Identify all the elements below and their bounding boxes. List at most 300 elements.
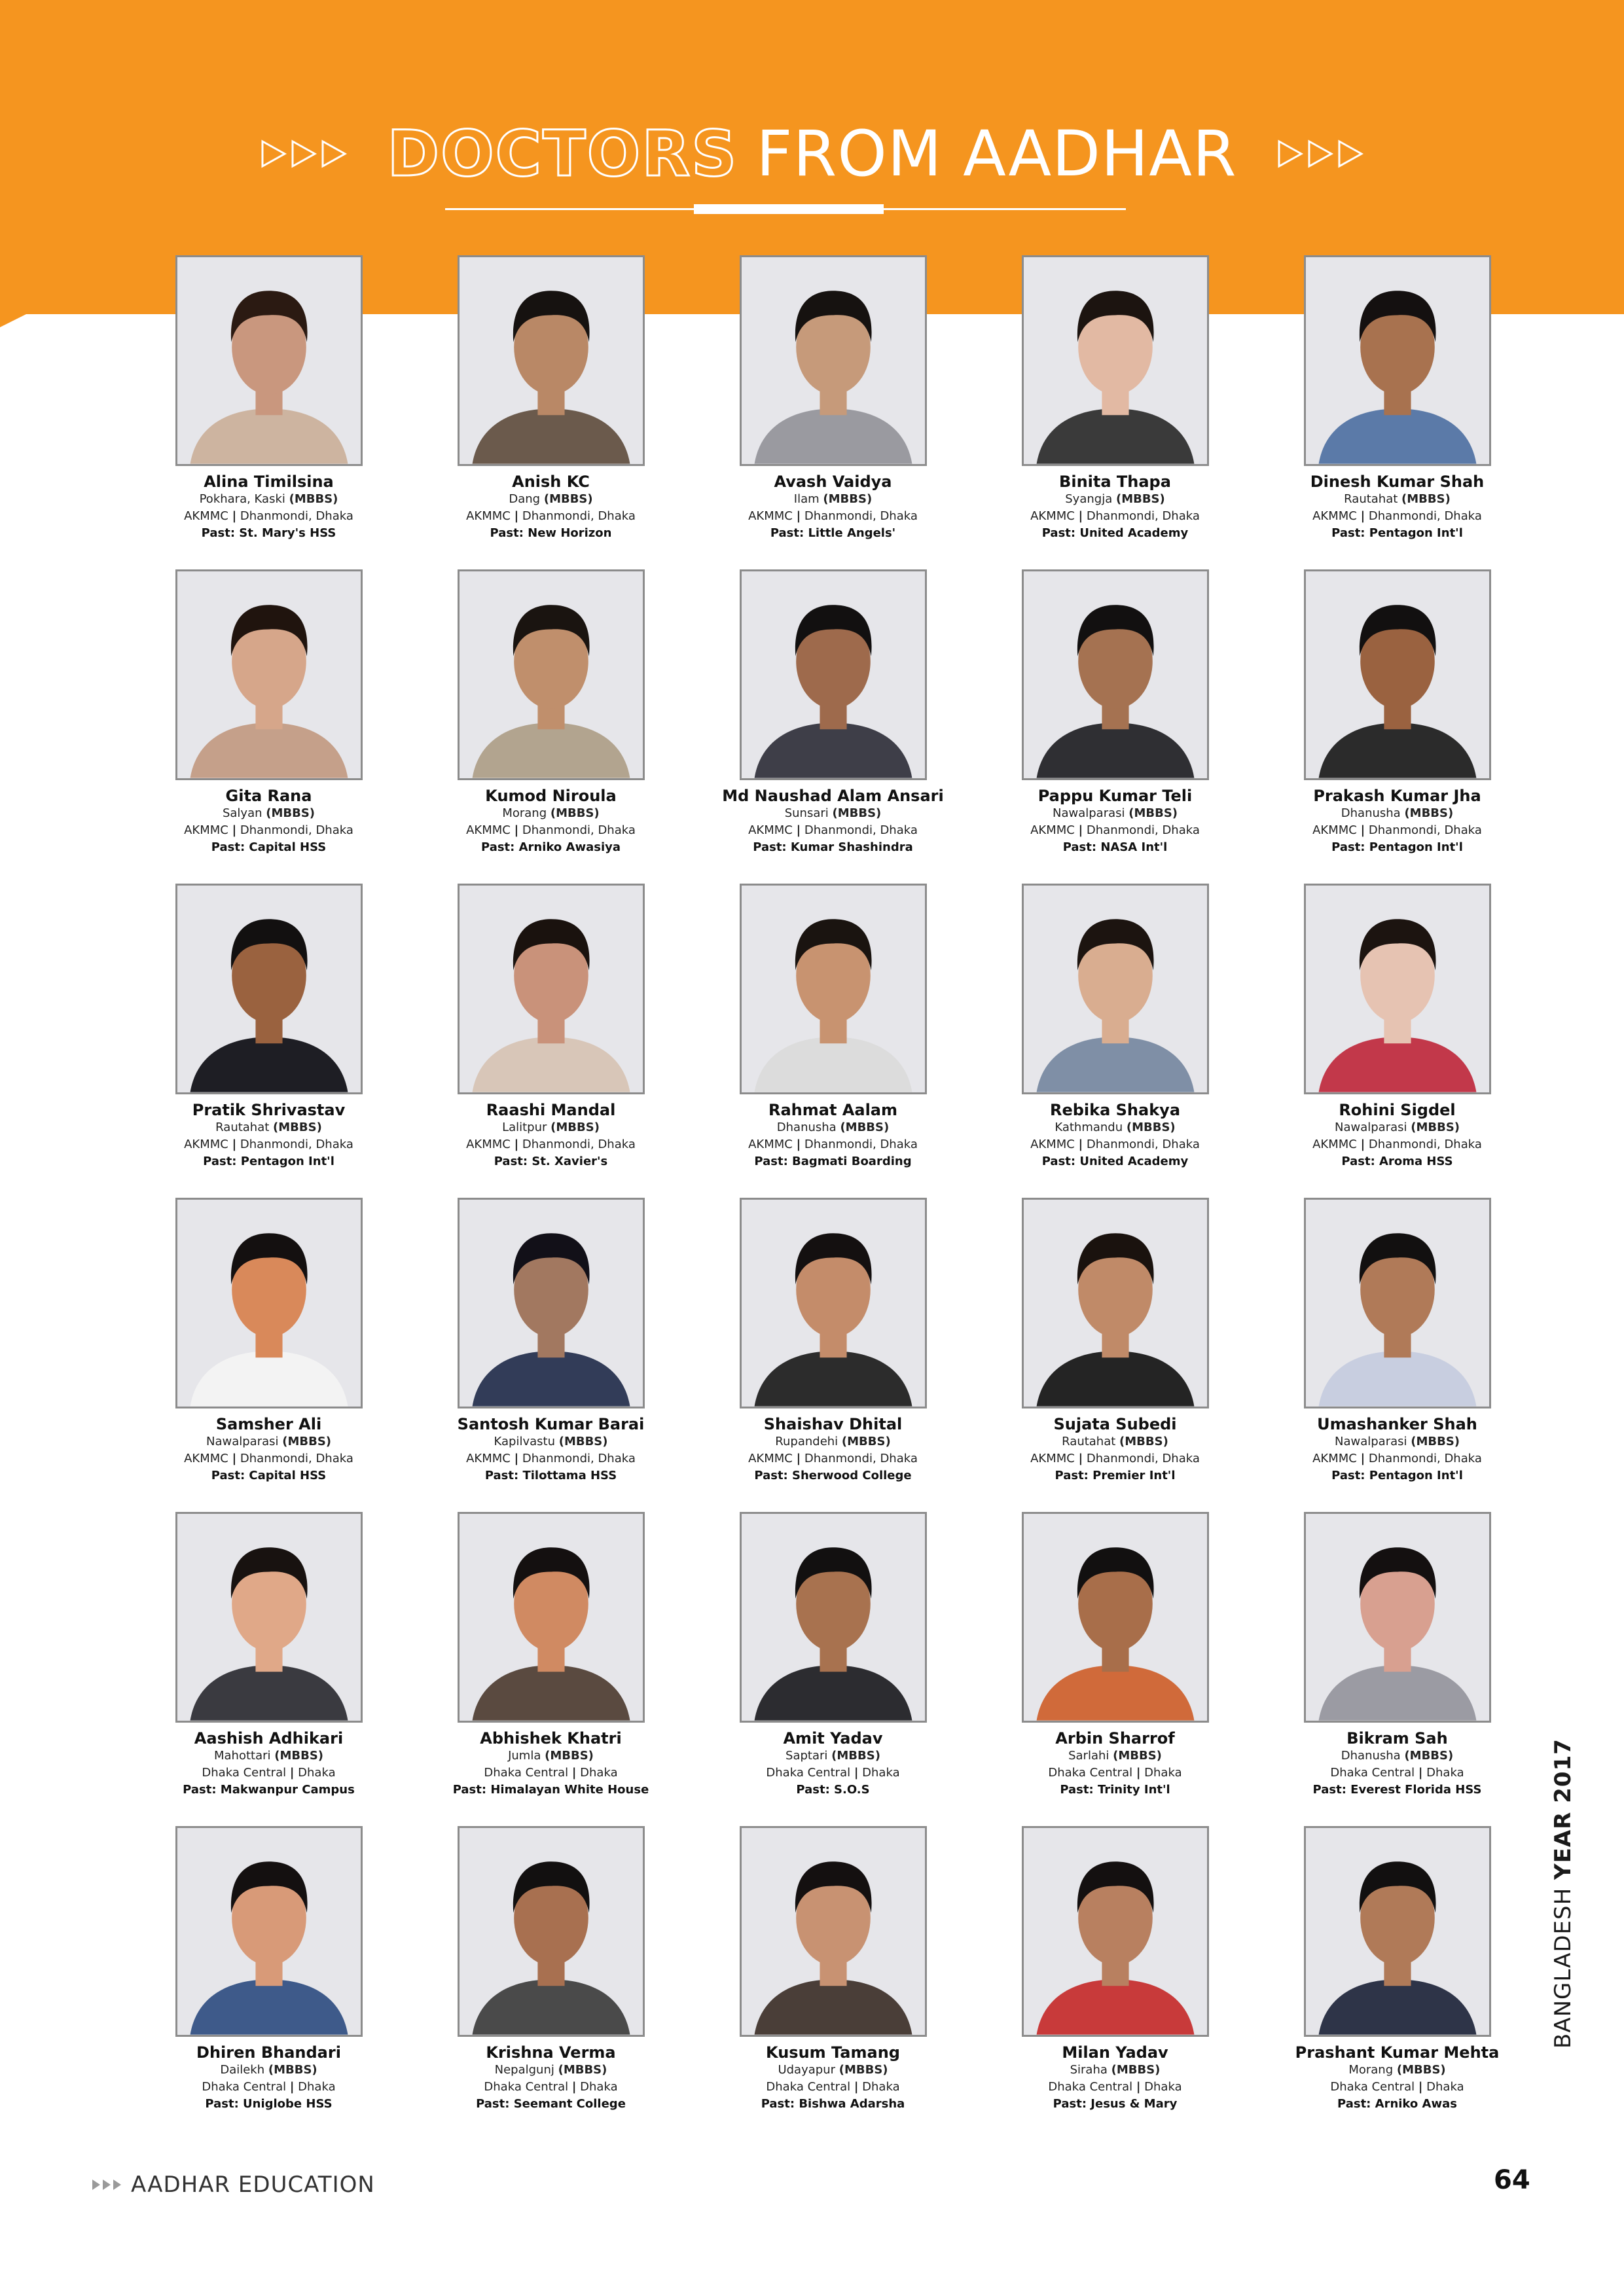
doctor-college-line: AKMMC | Dhanmondi, Dhaka (748, 509, 918, 523)
doctor-origin: Jumla (508, 1749, 541, 1763)
portrait-icon (742, 1514, 925, 1721)
doctor-college: AKMMC (1312, 1452, 1357, 1465)
doctor-college-line: AKMMC | Dhanmondi, Dhaka (1312, 1138, 1482, 1151)
page-title (0, 111, 1624, 196)
doctor-college-line: AKMMC | Dhanmondi, Dhaka (1312, 1452, 1482, 1465)
doctor-photo (1022, 569, 1209, 780)
portrait-icon (742, 1828, 925, 2035)
doctor-location: Dhaka (1426, 2080, 1464, 2094)
doctor-location: Dhanmondi, Dhaka (522, 1138, 636, 1151)
doctor-college-line: Dhaka Central | Dhaka (202, 1766, 336, 1780)
doctor-name: Abhishek Khatri (480, 1729, 622, 1748)
doctor-photo (1304, 1826, 1491, 2037)
doctor-card (1256, 1198, 1538, 1512)
doctor-college: AKMMC (1312, 823, 1357, 837)
doctor-college: AKMMC (748, 1138, 793, 1151)
doctor-degree: (MBBS) (1401, 492, 1451, 506)
arrow-icon (92, 2179, 101, 2191)
doctor-college: AKMMC (1030, 1138, 1075, 1151)
doctor-college-line: AKMMC | Dhanmondi, Dhaka (748, 1138, 918, 1151)
doctor-photo (1022, 1198, 1209, 1408)
doctor-college: AKMMC (1030, 509, 1075, 523)
portrait-icon (1306, 257, 1489, 464)
doctor-name: Sujata Subedi (1053, 1415, 1177, 1433)
title-underline-accent (694, 204, 884, 214)
portrait-icon (1024, 257, 1207, 464)
doctor-photo (175, 1826, 363, 2037)
doctor-location: Dhaka (1426, 1766, 1464, 1780)
portrait-icon (1306, 571, 1489, 778)
doctor-origin: Rautahat (215, 1121, 270, 1134)
doctor-name: Bikram Sah (1346, 1729, 1448, 1748)
doctor-card (128, 1198, 410, 1512)
doctor-name: Santosh Kumar Barai (457, 1415, 645, 1433)
doctor-college: AKMMC (1030, 1452, 1075, 1465)
doctor-card (128, 569, 410, 884)
doctor-degree: (MBBS) (289, 492, 338, 506)
doctor-card (692, 1826, 974, 2140)
doctor-college: Dhaka Central (1048, 2080, 1133, 2094)
doctor-location: Dhanmondi, Dhaka (804, 1452, 918, 1465)
doctor-past-school: Past: Pentagon Int'l (1331, 1469, 1463, 1482)
doctor-photo (740, 884, 927, 1094)
doctor-past-school: Past: St. Xavier's (494, 1155, 608, 1168)
doctor-origin: Dang (509, 492, 541, 506)
doctor-origin-line (220, 2062, 317, 2079)
doctor-past-school: Past: Uniglobe HSS (205, 2097, 333, 2111)
doctor-college: AKMMC (748, 1452, 793, 1465)
doctor-college-line: Dhaka Central | Dhaka (1330, 2080, 1464, 2094)
doctor-college-line: AKMMC | Dhanmondi, Dhaka (1030, 1138, 1200, 1151)
doctor-past-school: Past: Pentagon Int'l (1331, 526, 1463, 540)
doctor-photo (1022, 255, 1209, 466)
doctor-photo (1022, 1826, 1209, 2037)
doctor-past-school: Past: Arniko Awas (1337, 2097, 1457, 2111)
doctor-college-line: AKMMC | Dhanmondi, Dhaka (466, 1452, 636, 1465)
doctor-college-line: Dhaka Central | Dhaka (484, 1766, 618, 1780)
doctor-college: AKMMC (466, 1452, 511, 1465)
doctor-degree: (MBBS) (1126, 1121, 1176, 1134)
doctor-origin-line (1065, 491, 1165, 508)
portrait-icon (177, 571, 361, 778)
doctor-college: AKMMC (1030, 823, 1075, 837)
doctor-photo (175, 255, 363, 466)
doctor-past-school: Past: Aroma HSS (1341, 1155, 1453, 1168)
doctor-origin-line (223, 805, 315, 822)
doctor-photo (1304, 569, 1491, 780)
doctor-origin-line (785, 805, 882, 822)
portrait-icon (460, 571, 643, 778)
doctor-photo (740, 255, 927, 466)
doctor-origin: Dailekh (220, 2063, 265, 2077)
doctor-origin-line (200, 491, 338, 508)
doctor-location: Dhanmondi, Dhaka (240, 1138, 353, 1151)
doctor-origin: Lalitpur (502, 1121, 547, 1134)
doctor-college-line: AKMMC | Dhanmondi, Dhaka (1030, 823, 1200, 837)
doctor-past-school: Past: Seemant College (476, 2097, 626, 2111)
doctor-name: Shaishav Dhital (763, 1415, 903, 1433)
doctor-location: Dhanmondi, Dhaka (804, 823, 918, 837)
doctor-degree: (MBBS) (1411, 1121, 1460, 1134)
doctor-college: Dhaka Central (202, 2080, 287, 2094)
doctor-origin: Morang (502, 806, 547, 820)
doctor-card (1256, 255, 1538, 569)
doctor-degree: (MBBS) (1119, 1435, 1168, 1448)
doctor-card (974, 255, 1256, 569)
doctor-location: Dhaka (1144, 1766, 1182, 1780)
doctor-origin-line (494, 1433, 608, 1450)
doctor-name: Milan Yadav (1062, 2043, 1168, 2062)
portrait-icon (460, 1514, 643, 1721)
doctor-past-school: Past: Kumar Shashindra (753, 840, 913, 854)
doctor-origin-line (215, 1119, 322, 1136)
doctor-degree: (MBBS) (841, 1435, 891, 1448)
doctor-origin-line (508, 1748, 594, 1765)
doctor-card (1256, 1512, 1538, 1826)
doctor-photo (1022, 884, 1209, 1094)
doctor-origin: Sarlahi (1068, 1749, 1110, 1763)
doctor-origin: Salyan (222, 806, 262, 820)
doctor-degree: (MBBS) (1404, 1749, 1454, 1763)
portrait-icon (460, 886, 643, 1092)
doctor-origin-line (1335, 1433, 1460, 1450)
doctor-past-school: Past: Himalayan White House (452, 1783, 649, 1797)
doctor-location: Dhanmondi, Dhaka (1086, 509, 1200, 523)
doctor-origin: Mahottari (213, 1749, 271, 1763)
doctor-photo (458, 255, 645, 466)
sidebar-year: YEAR 2017 (1550, 1738, 1576, 1880)
doctor-degree: (MBBS) (1404, 806, 1454, 820)
doctor-name: Md Naushad Alam Ansari (722, 787, 944, 805)
doctor-origin: Sunsari (784, 806, 829, 820)
doctor-college-line: Dhaka Central | Dhaka (1048, 2080, 1182, 2094)
doctor-origin: Nawalparasi (1052, 806, 1125, 820)
doctor-location: Dhaka (580, 1766, 618, 1780)
doctor-location: Dhaka (580, 2080, 618, 2094)
doctor-photo (458, 569, 645, 780)
doctor-degree: (MBBS) (268, 2063, 317, 2077)
footer-brand (92, 2172, 375, 2198)
doctor-college: AKMMC (184, 1452, 228, 1465)
portrait-icon (177, 886, 361, 1092)
doctor-location: Dhaka (298, 2080, 336, 2094)
doctor-degree: (MBBS) (832, 806, 882, 820)
doctor-college: AKMMC (184, 509, 228, 523)
doctor-degree: (MBBS) (839, 2063, 888, 2077)
doctor-card (410, 884, 692, 1198)
doctor-card (1256, 569, 1538, 884)
doctor-card (974, 1512, 1256, 1826)
doctor-origin: Pokhara, Kaski (199, 492, 285, 506)
doctor-degree: (MBBS) (1115, 492, 1165, 506)
doctor-college: AKMMC (466, 823, 511, 837)
doctor-name: Anish KC (512, 473, 590, 491)
doctor-degree: (MBBS) (273, 1121, 322, 1134)
doctor-degree: (MBBS) (831, 1749, 880, 1763)
portrait-icon (1306, 1200, 1489, 1407)
portrait-icon (1024, 1514, 1207, 1721)
doctor-name: Aashish Adhikari (194, 1729, 344, 1748)
doctor-college-line: AKMMC | Dhanmondi, Dhaka (184, 1452, 353, 1465)
doctor-college-line: Dhaka Central | Dhaka (1330, 1766, 1464, 1780)
doctor-photo (740, 569, 927, 780)
doctor-card (128, 884, 410, 1198)
doctor-origin: Nawalparasi (1334, 1121, 1407, 1134)
doctor-card (1256, 1826, 1538, 2140)
doctor-location: Dhanmondi, Dhaka (240, 823, 353, 837)
doctor-college: Dhaka Central (766, 1766, 851, 1780)
doctor-location: Dhaka (862, 2080, 900, 2094)
doctor-origin: Morang (1348, 2063, 1394, 2077)
doctor-college: AKMMC (1312, 1138, 1357, 1151)
doctor-origin-line (775, 1433, 890, 1450)
doctor-origin-line (1062, 1433, 1168, 1450)
arrow-icon (102, 2179, 111, 2191)
arrow-icon (113, 2179, 122, 2191)
doctor-origin-line (1335, 1119, 1460, 1136)
doctor-college-line: AKMMC | Dhanmondi, Dhaka (748, 823, 918, 837)
doctor-origin-line (1341, 1748, 1453, 1765)
sidebar-year-label (1550, 1738, 1576, 2049)
doctor-origin-line (502, 1119, 600, 1136)
doctor-photo (175, 569, 363, 780)
doctor-past-school: Past: Bagmati Boarding (754, 1155, 912, 1168)
doctor-card (410, 569, 692, 884)
doctor-degree: (MBBS) (1411, 1435, 1460, 1448)
doctor-college: Dhaka Central (1048, 1766, 1133, 1780)
doctor-card (692, 1198, 974, 1512)
doctor-location: Dhanmondi, Dhaka (240, 1452, 353, 1465)
portrait-icon (742, 571, 925, 778)
doctor-photo (458, 1826, 645, 2037)
doctor-photo (175, 884, 363, 1094)
doctor-name: Arbin Sharrof (1055, 1729, 1175, 1748)
doctor-name: Kusum Tamang (766, 2043, 900, 2062)
doctor-card (974, 1198, 1256, 1512)
doctor-degree: (MBBS) (550, 1121, 600, 1134)
doctor-degree: (MBBS) (1113, 1749, 1162, 1763)
title-solid-words: FROM AADHAR (756, 117, 1237, 190)
doctor-location: Dhanmondi, Dhaka (1086, 1138, 1200, 1151)
doctor-card (692, 1512, 974, 1826)
doctor-origin: Nawalparasi (1334, 1435, 1407, 1448)
doctor-college: AKMMC (1312, 509, 1357, 523)
doctor-past-school: Past: Pentagon Int'l (203, 1155, 334, 1168)
doctor-past-school: Past: Premier Int'l (1055, 1469, 1176, 1482)
doctor-name: Krishna Verma (486, 2043, 616, 2062)
doctor-name: Amit Yadav (783, 1729, 883, 1748)
doctor-degree: (MBBS) (543, 492, 593, 506)
arrow-icon (1307, 139, 1334, 169)
doctor-origin-line (1070, 2062, 1161, 2079)
doctor-past-school: Past: Jesus & Mary (1053, 2097, 1178, 2111)
doctor-past-school: Past: United Academy (1041, 526, 1189, 540)
doctor-origin: Siraha (1070, 2063, 1108, 2077)
doctor-origin-line (214, 1748, 323, 1765)
doctor-past-school: Past: Capital HSS (211, 1469, 327, 1482)
doctor-name: Prakash Kumar Jha (1313, 787, 1481, 805)
portrait-icon (1024, 886, 1207, 1092)
portrait-icon (742, 257, 925, 464)
doctor-location: Dhanmondi, Dhaka (240, 509, 353, 523)
doctor-photo (458, 884, 645, 1094)
doctor-past-school: Past: S.O.S (796, 1783, 870, 1797)
doctor-origin-line (1344, 491, 1451, 508)
doctor-photo (1022, 1512, 1209, 1723)
doctor-degree: (MBBS) (282, 1435, 332, 1448)
doctor-photo (1304, 255, 1491, 466)
title-arrows-right (1276, 139, 1364, 169)
doctor-location: Dhanmondi, Dhaka (804, 1138, 918, 1151)
doctor-name: Rahmat Aalam (768, 1101, 897, 1119)
doctor-location: Dhaka (862, 1766, 900, 1780)
portrait-icon (742, 1200, 925, 1407)
doctor-card (692, 255, 974, 569)
portrait-icon (1024, 1200, 1207, 1407)
doctor-origin: Udayapur (778, 2063, 836, 2077)
doctor-card (692, 569, 974, 884)
doctor-origin-line (502, 805, 599, 822)
doctor-origin-line (778, 2062, 888, 2079)
doctor-card (128, 1512, 410, 1826)
doctor-origin-line (495, 2062, 607, 2079)
doctor-photo (740, 1826, 927, 2037)
doctor-origin: Rautahat (1062, 1435, 1116, 1448)
arrow-icon (320, 139, 348, 169)
portrait-icon (177, 1200, 361, 1407)
doctor-origin: Kathmandu (1055, 1121, 1123, 1134)
doctor-card (974, 569, 1256, 884)
doctor-degree: (MBBS) (558, 1435, 608, 1448)
doctor-photo (1304, 884, 1491, 1094)
doctor-past-school: Past: Everest Florida HSS (1312, 1783, 1482, 1797)
page-number: 64 (1494, 2165, 1530, 2195)
doctor-college-line: Dhaka Central | Dhaka (484, 2080, 618, 2094)
portrait-icon (460, 1828, 643, 2035)
doctor-college: AKMMC (184, 1138, 228, 1151)
doctor-past-school: Past: Makwanpur Campus (183, 1783, 355, 1797)
doctor-degree: (MBBS) (558, 2063, 607, 2077)
portrait-icon (1306, 886, 1489, 1092)
doctor-location: Dhaka (298, 1766, 336, 1780)
doctor-origin-line (509, 491, 592, 508)
doctor-origin: Syangja (1065, 492, 1113, 506)
doctor-college: AKMMC (748, 823, 793, 837)
arrow-icon (1276, 139, 1304, 169)
doctor-card (410, 1198, 692, 1512)
doctor-photo (740, 1198, 927, 1408)
portrait-icon (177, 1828, 361, 2035)
doctor-location: Dhanmondi, Dhaka (522, 823, 636, 837)
title-outline-word: DOCTORS (387, 117, 738, 190)
doctor-college: Dhaka Central (766, 2080, 851, 2094)
arrow-icon (290, 139, 317, 169)
doctor-past-school: Past: Sherwood College (754, 1469, 912, 1482)
doctor-degree: (MBBS) (545, 1749, 594, 1763)
arrow-icon (1337, 139, 1364, 169)
doctor-degree: (MBBS) (823, 492, 873, 506)
portrait-icon (1024, 1828, 1207, 2035)
doctor-college-line: AKMMC | Dhanmondi, Dhaka (466, 509, 636, 523)
doctor-degree: (MBBS) (1128, 806, 1178, 820)
doctor-name: Dinesh Kumar Shah (1310, 473, 1485, 491)
doctor-origin: Dhanusha (1341, 1749, 1401, 1763)
doctor-origin-line (1055, 1119, 1175, 1136)
portrait-icon (1306, 1828, 1489, 2035)
portrait-icon (460, 1200, 643, 1407)
doctor-college-line: AKMMC | Dhanmondi, Dhaka (184, 823, 353, 837)
doctor-location: Dhanmondi, Dhaka (1368, 1452, 1482, 1465)
doctor-college: Dhaka Central (484, 2080, 569, 2094)
doctor-photo (1304, 1512, 1491, 1723)
doctor-origin: Dhanusha (776, 1121, 837, 1134)
doctor-college: Dhaka Central (202, 1766, 287, 1780)
doctor-past-school: Past: St. Mary's HSS (201, 526, 336, 540)
portrait-icon (1306, 1514, 1489, 1721)
doctor-card (128, 1826, 410, 2140)
doctor-college-line: AKMMC | Dhanmondi, Dhaka (1312, 823, 1482, 837)
doctor-name: Avash Vaidya (774, 473, 892, 491)
doctor-college: Dhaka Central (1330, 1766, 1415, 1780)
doctor-origin-line (785, 1748, 880, 1765)
doctor-name: Alina Timilsina (204, 473, 334, 491)
doctor-origin-line (1068, 1748, 1162, 1765)
doctor-card (974, 1826, 1256, 2140)
doctor-name: Pappu Kumar Teli (1038, 787, 1193, 805)
doctor-location: Dhanmondi, Dhaka (1086, 1452, 1200, 1465)
doctor-card (128, 255, 410, 569)
doctor-photo (175, 1512, 363, 1723)
footer-brand-text: AADHAR EDUCATION (131, 2172, 375, 2198)
title-arrows-left (260, 139, 348, 169)
doctor-location: Dhanmondi, Dhaka (522, 509, 636, 523)
doctor-past-school: Past: NASA Int'l (1062, 840, 1168, 854)
doctor-degree: (MBBS) (274, 1749, 324, 1763)
doctor-origin: Saptari (785, 1749, 828, 1763)
doctor-location: Dhanmondi, Dhaka (1368, 509, 1482, 523)
doctor-origin: Dhanusha (1341, 806, 1401, 820)
doctor-college-line: AKMMC | Dhanmondi, Dhaka (466, 1138, 636, 1151)
doctor-college-line: AKMMC | Dhanmondi, Dhaka (184, 509, 353, 523)
doctor-college: Dhaka Central (1330, 2080, 1415, 2094)
doctor-name: Samsher Ali (215, 1415, 322, 1433)
doctor-location: Dhanmondi, Dhaka (1368, 1138, 1482, 1151)
doctor-origin-line (206, 1433, 331, 1450)
doctor-name: Gita Rana (225, 787, 312, 805)
doctor-degree: (MBBS) (840, 1121, 890, 1134)
doctor-origin-line (1341, 805, 1453, 822)
doctor-card (692, 884, 974, 1198)
portrait-icon (177, 257, 361, 464)
doctor-college-line: AKMMC | Dhanmondi, Dhaka (748, 1452, 918, 1465)
doctor-origin-line (1348, 2062, 1445, 2079)
doctor-photo (458, 1198, 645, 1408)
doctor-college-line: Dhaka Central | Dhaka (202, 2080, 336, 2094)
doctor-college-line: AKMMC | Dhanmondi, Dhaka (1030, 509, 1200, 523)
doctor-past-school: Past: Arniko Awasiya (480, 840, 621, 854)
doctor-location: Dhanmondi, Dhaka (1368, 823, 1482, 837)
portrait-icon (460, 257, 643, 464)
doctor-past-school: Past: Trinity Int'l (1060, 1783, 1170, 1797)
doctor-college-line: Dhaka Central | Dhaka (766, 2080, 900, 2094)
footer-arrows (92, 2179, 122, 2191)
doctor-college: AKMMC (466, 1138, 511, 1151)
doctor-name: Rebika Shakya (1049, 1101, 1181, 1119)
doctor-photo (1304, 1198, 1491, 1408)
doctor-origin: Nawalparasi (206, 1435, 279, 1448)
doctor-college-line: AKMMC | Dhanmondi, Dhaka (184, 1138, 353, 1151)
doctor-name: Pratik Shrivastav (192, 1101, 346, 1119)
